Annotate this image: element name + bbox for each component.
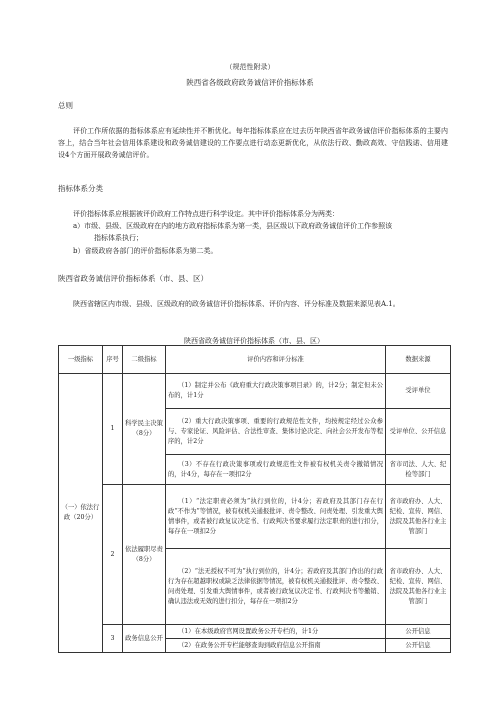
source-cell: 受评单位	[386, 374, 451, 409]
table-header-row	[59, 346, 451, 374]
classification-paragraph: 评价指标体系应根据被评价政府工作特点进行科学设定。其中评价指标体系分为两类：	[73, 210, 339, 218]
criteria-cell: （2）“法无授权不可为”执行到位的，计4分；若政府及其部门作出的行政行为存在超越职权或缺乏法律依据等情况，被有权机关通报批评、责令整改、问责处理、引发重大舆情事件，或者被行政复议决定书、行政判决书等撤销、确认违法或无效的进行扣分，每存在一项扣2分	[166, 549, 386, 625]
source-cell: 受评单位、公开信息	[386, 409, 451, 455]
criteria-cell: （1）在本级政府官网设置政务公开专栏的，计1分	[166, 625, 386, 639]
level2-indicator: 科学民主决策（8分）	[123, 374, 166, 485]
criteria-cell: （1）“法定职责必须为”执行到位的，计4分；若政府及其部门存在行政“不作为”等情况，被有权机关通报批评、责令整改、问责处理、引发重大舆情事件，或者被行政复议决定书、行政判决书要求履行法定职责的进行扣分，每存在一项扣2分	[166, 485, 386, 549]
header-level2: 二级指标	[123, 346, 166, 374]
source-cell: 公开信息	[386, 625, 451, 639]
table-row	[59, 625, 451, 639]
source-cell: 公开信息	[386, 639, 451, 653]
level2-indicator: 政务信息公开	[123, 625, 166, 653]
criteria-cell: （2）重大行政决策事项、重要的行政规范性文件，均按规定经过公众参与、专家论证、风险评估、合法性审查、集体讨论决定、向社会公开发布等程序的，计2分	[166, 409, 386, 455]
source-cell: 省市政府办、人大、纪检、宣传、网信、法院及其他各行业主管部门	[386, 549, 451, 625]
seq-cell: 1	[103, 374, 123, 485]
header-level1: 一级指标	[59, 346, 103, 374]
classification-item-a-cont: 指标体系执行；	[94, 234, 143, 242]
criteria-cell: （2）在政务公开专栏能够查询到政府信息公开指南	[166, 639, 386, 653]
source-cell: 省市司法、人大、纪检等部门	[386, 455, 451, 485]
section-heading-classification: 指标体系分类	[58, 184, 103, 193]
table-caption: 陕西省政务诚信评价指标体系（市、县、区）	[184, 337, 324, 345]
criteria-cell: （1）制定并公布《政府重大行政决策事项目录》的，计2分；制定但未公布的，计1分	[166, 374, 386, 409]
section-heading-general: 总则	[58, 101, 73, 110]
seq-cell: 2	[103, 485, 123, 625]
document-title: 陕西省各级政府政务诚信评价指标体系	[186, 78, 314, 87]
annex-label: （规范性附录）	[225, 63, 275, 71]
general-paragraph: 评价工作所依据的指标体系应有延续性并不断优化。每年指标体系应在过去历年陕西省年政务诚信评价指标体系的主要内容上，结合当年社会信用体系建设和政务诚信建设的工作要点进行动态更新优化，从依法行政、勤政高效、守信践诺、信用建设4个方面开展政务诚信评价。	[58, 127, 448, 159]
table-row	[59, 485, 451, 549]
seq-cell: 3	[103, 625, 123, 653]
header-source: 数据来源	[386, 346, 451, 374]
source-cell: 省市政府办、人大、纪检、宣传、网信、法院及其他各行业主管部门	[386, 485, 451, 549]
level2-indicator: 依法履职尽责（8分）	[123, 485, 166, 625]
header-content: 评价内容和评分标准	[166, 346, 386, 374]
classification-item-b: b）省级政府各部门的评价指标体系为第二类。	[73, 247, 218, 255]
table-row	[59, 374, 451, 409]
classification-item-a: a）市级、县级、区级政府在内的地方政府指标体系为第一类，县区级以下政府政务诚信评价工作参照该	[73, 222, 393, 230]
header-seq: 序号	[103, 346, 123, 374]
evaluation-table	[58, 345, 451, 653]
county-paragraph: 陕西省辖区内市级、县级、区级政府的政务诚信评价指标体系、评价内容、评分标准及数据来源见表A.1。	[73, 300, 400, 308]
level1-indicator: （一）依法行政（20分）	[59, 374, 103, 653]
criteria-cell: （3）不存在行政决策事项或行政规范性文件被有权机关责令撤销情况的，计4分，每存在一项扣2分	[166, 455, 386, 485]
section-heading-county: 陕西省政务诚信评价指标体系（市、县、区）	[58, 274, 208, 283]
